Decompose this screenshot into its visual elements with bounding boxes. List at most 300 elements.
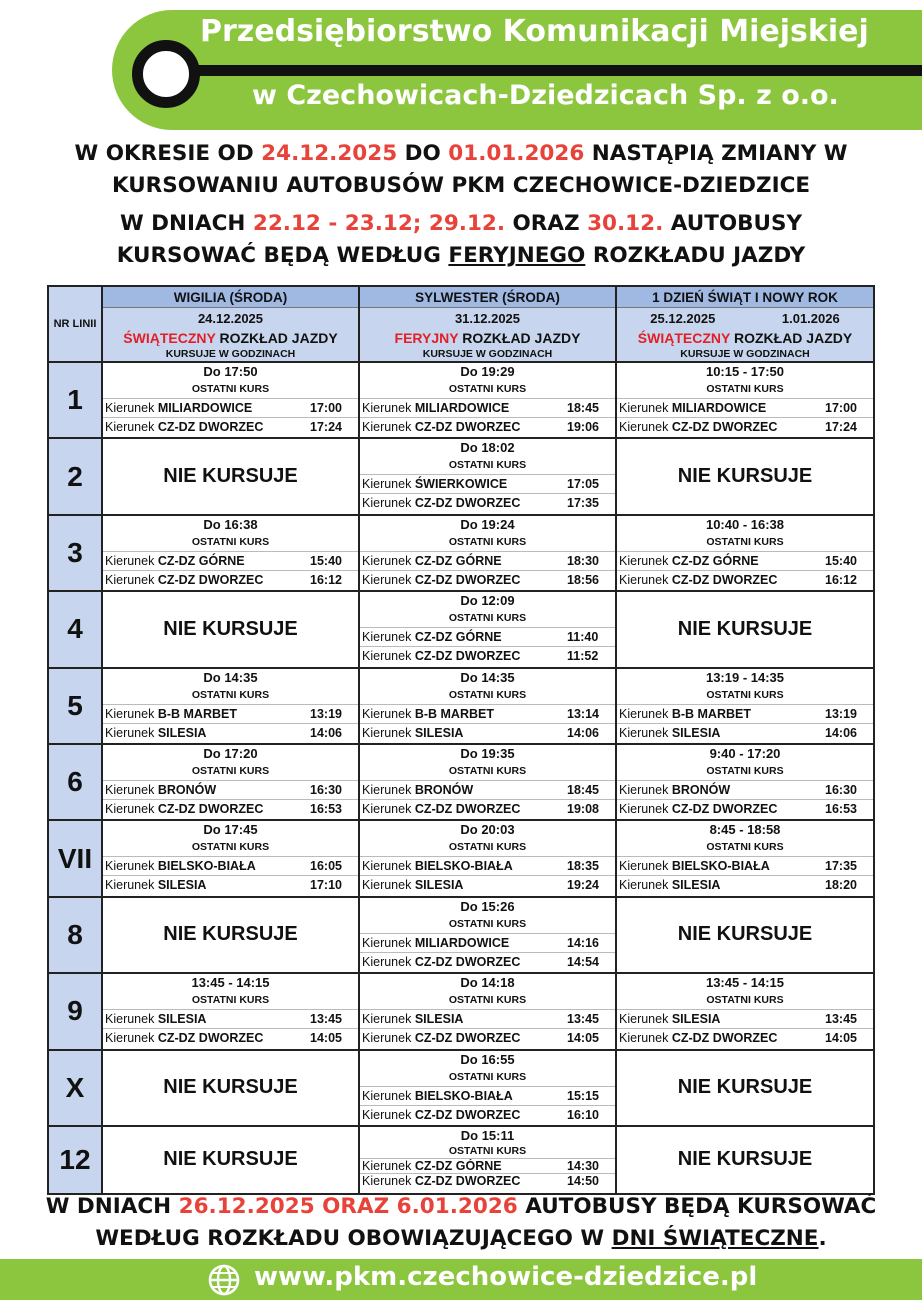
table-row	[48, 362, 874, 438]
departure-time: 13:45	[825, 1012, 857, 1027]
schedule-cell	[359, 820, 616, 896]
departure-time: 17:35	[567, 496, 599, 511]
direction-label: Kierunek	[105, 782, 155, 797]
operating-hours: Do 18:02	[460, 440, 515, 456]
direction-label: Kierunek	[619, 782, 669, 797]
direction-row	[617, 417, 873, 436]
direction-destination: CZ-DZ DWORZEC	[414, 1107, 521, 1122]
column-day: SYLWESTER (ŚRODA)	[360, 287, 615, 308]
departure-time: 17:00	[310, 401, 342, 415]
last-run-label: OSTATNI KURS	[706, 535, 784, 548]
direction-destination: CZ-DZ DWORZEC	[414, 801, 521, 816]
banner-stripe	[170, 65, 922, 76]
direction-label: Kierunek	[619, 1012, 669, 1027]
departure-time: 18:45	[567, 401, 599, 415]
direction-row	[360, 1028, 615, 1047]
column-day: 1 DZIEŃ ŚWIĄT I NOWY ROK	[617, 287, 873, 308]
direction-label: Kierunek	[362, 1088, 412, 1103]
departure-time: 16:53	[825, 801, 857, 816]
direction-destination: BRONÓW	[157, 782, 217, 797]
last-run-label: OSTATNI KURS	[448, 459, 527, 472]
column-note: KURSUJE W GODZINACH	[165, 348, 296, 360]
direction-label: Kierunek	[362, 706, 412, 721]
departure-time: 14:16	[567, 935, 599, 950]
line-number: 12	[48, 1126, 102, 1194]
direction-label: Kierunek	[362, 1107, 412, 1122]
direction-label: Kierunek	[362, 1173, 412, 1188]
direction-row	[617, 799, 873, 818]
operating-hours: 8:45 - 18:58	[709, 822, 781, 838]
departure-time: 16:53	[310, 801, 342, 816]
operating-hours: Do 15:26	[460, 898, 515, 914]
direction-row	[103, 780, 358, 799]
departure-time: 13:19	[310, 706, 342, 721]
direction-label: Kierunek	[105, 859, 155, 874]
last-run-label: OSTATNI KURS	[448, 917, 527, 930]
direction-destination: BIELSKO-BIAŁA	[414, 859, 513, 874]
operating-hours: Do 17:20	[203, 745, 258, 761]
not-running-cell: NIE KURSUJE	[616, 438, 874, 514]
direction-row	[360, 398, 615, 417]
not-running-cell: NIE KURSUJE	[616, 897, 874, 973]
direction-row	[360, 551, 615, 570]
direction-row	[360, 493, 615, 512]
direction-label: Kierunek	[105, 553, 155, 568]
departure-time: 14:05	[567, 1031, 599, 1046]
direction-label: Kierunek	[362, 496, 412, 511]
operating-hours: Do 16:55	[460, 1051, 515, 1067]
schedule-cell	[616, 668, 874, 744]
operating-hours: 13:45 - 14:15	[705, 975, 785, 991]
direction-label: Kierunek	[619, 572, 669, 587]
departure-time: 13:14	[567, 706, 599, 721]
direction-destination: CZ-DZ DWORZEC	[157, 572, 264, 587]
direction-destination: SILESIA	[157, 878, 207, 893]
last-run-label: OSTATNI KURS	[448, 1144, 527, 1157]
direction-destination: CZ-DZ DWORZEC	[414, 1031, 521, 1046]
direction-destination: ŚWIERKOWICE	[414, 477, 508, 492]
last-run-label: OSTATNI KURS	[706, 841, 784, 854]
operating-hours: 9:40 - 17:20	[709, 745, 781, 761]
direction-row	[617, 856, 873, 875]
direction-destination: CZ-DZ GÓRNE	[414, 630, 502, 645]
direction-row	[617, 704, 873, 723]
direction-destination: MILIARDOWICE	[414, 935, 510, 950]
last-run-label: OSTATNI KURS	[191, 383, 270, 395]
direction-row	[103, 723, 358, 742]
direction-row	[103, 1009, 358, 1028]
direction-label: Kierunek	[362, 859, 412, 874]
direction-row	[103, 875, 358, 894]
schedule-cell	[616, 744, 874, 820]
direction-destination: CZ-DZ DWORZEC	[671, 801, 778, 816]
schedule-cell	[359, 973, 616, 1049]
direction-label: Kierunek	[619, 725, 669, 740]
not-running-cell: NIE KURSUJE	[102, 438, 359, 514]
direction-row	[103, 417, 358, 436]
departure-time: 15:40	[310, 553, 342, 568]
direction-row	[617, 1009, 873, 1028]
org-name-line1: Przedsiębiorstwo Komunikacji Miejskiej	[200, 14, 869, 49]
operating-hours: Do 19:35	[460, 745, 515, 761]
operating-hours: Do 14:35	[460, 669, 515, 685]
departure-time: 14:05	[825, 1031, 857, 1046]
operating-hours: Do 15:11	[460, 1127, 515, 1143]
operating-hours: Do 19:29	[460, 364, 515, 379]
last-run-label: OSTATNI KURS	[706, 688, 784, 701]
direction-destination: CZ-DZ DWORZEC	[157, 1031, 264, 1046]
last-run-label: OSTATNI KURS	[448, 612, 527, 625]
column-header-0	[102, 286, 359, 362]
departure-time: 13:45	[310, 1012, 342, 1027]
direction-label: Kierunek	[362, 553, 412, 568]
direction-destination: BIELSKO-BIAŁA	[671, 859, 770, 874]
direction-label: Kierunek	[362, 725, 412, 740]
departure-time: 14:30	[567, 1158, 599, 1173]
column-schedule-type: ŚWIĄTECZNY ROZKŁAD JAZDY	[637, 330, 853, 346]
direction-destination: SILESIA	[671, 878, 721, 893]
direction-row	[360, 1086, 615, 1105]
table-row	[48, 515, 874, 591]
direction-label: Kierunek	[619, 553, 669, 568]
column-header-1	[359, 286, 616, 362]
direction-destination: MILIARDOWICE	[671, 401, 767, 415]
direction-label: Kierunek	[362, 935, 412, 950]
direction-destination: MILIARDOWICE	[157, 401, 253, 415]
column-dates	[103, 308, 358, 330]
direction-row	[103, 799, 358, 818]
departure-time: 19:06	[567, 420, 599, 434]
last-run-label: OSTATNI KURS	[448, 383, 527, 395]
direction-label: Kierunek	[362, 801, 412, 816]
schedule-cell	[102, 668, 359, 744]
not-running-cell: NIE KURSUJE	[102, 1126, 359, 1194]
direction-destination: BIELSKO-BIAŁA	[157, 859, 256, 874]
direction-destination: SILESIA	[671, 725, 721, 740]
operating-hours: Do 20:03	[460, 822, 515, 838]
direction-destination: BIELSKO-BIAŁA	[414, 1088, 513, 1103]
direction-destination: CZ-DZ DWORZEC	[671, 572, 778, 587]
notice-period: W OKRESIE OD 24.12.2025 DO 01.01.2026 NASTĄPIĄ ZMIANY W KURSOWANIU AUTOBUSÓW PKM CZECHOWICE-DZIEDZICE	[74, 141, 848, 198]
direction-label: Kierunek	[362, 420, 412, 434]
departure-time: 17:10	[310, 878, 342, 893]
direction-label: Kierunek	[362, 572, 412, 587]
direction-label: Kierunek	[105, 420, 155, 434]
line-number: 6	[48, 744, 102, 820]
direction-label: Kierunek	[619, 859, 669, 874]
departure-time: 18:45	[567, 782, 599, 797]
operating-hours: Do 19:24	[460, 516, 515, 532]
direction-row	[360, 1158, 615, 1173]
direction-label: Kierunek	[105, 1031, 155, 1046]
not-running-cell: NIE KURSUJE	[616, 1126, 874, 1194]
departure-time: 14:50	[567, 1173, 599, 1188]
column-date: 24.12.2025	[197, 311, 264, 326]
direction-row	[617, 570, 873, 589]
schedule-cell	[616, 973, 874, 1049]
departure-time: 15:15	[567, 1088, 599, 1103]
direction-label: Kierunek	[362, 1158, 412, 1173]
direction-label: Kierunek	[105, 401, 155, 415]
direction-destination: SILESIA	[671, 1012, 721, 1027]
direction-label: Kierunek	[619, 1031, 669, 1046]
last-run-label: OSTATNI KURS	[448, 994, 527, 1007]
direction-destination: CZ-DZ DWORZEC	[414, 954, 521, 969]
last-run-label: OSTATNI KURS	[191, 764, 270, 777]
direction-label: Kierunek	[362, 1031, 412, 1046]
column-date: 25.12.2025	[650, 311, 716, 326]
direction-row	[617, 780, 873, 799]
schedule-cell	[102, 744, 359, 820]
direction-label: Kierunek	[362, 477, 412, 492]
direction-row	[103, 1028, 358, 1047]
direction-row	[360, 646, 615, 665]
not-running-cell: NIE KURSUJE	[102, 591, 359, 667]
schedule-cell	[359, 1050, 616, 1126]
direction-row	[360, 627, 615, 646]
schedule-cell	[616, 515, 874, 591]
direction-destination: SILESIA	[157, 1012, 207, 1027]
departure-time: 17:35	[825, 859, 857, 874]
not-running-cell: NIE KURSUJE	[102, 1050, 359, 1126]
schedule-cell	[102, 362, 359, 438]
schedule-cell	[359, 591, 616, 667]
departure-time: 16:30	[310, 782, 342, 797]
direction-destination: CZ-DZ DWORZEC	[414, 1173, 521, 1188]
direction-destination: B-B MARBET	[157, 706, 237, 721]
column-schedule-type: ŚWIĄTECZNY ROZKŁAD JAZDY	[123, 330, 338, 346]
operating-hours: Do 14:18	[460, 975, 515, 991]
departure-time: 17:05	[567, 477, 599, 492]
table-row	[48, 820, 874, 896]
direction-label: Kierunek	[105, 1012, 155, 1027]
schedule-cell	[359, 515, 616, 591]
line-number: 2	[48, 438, 102, 514]
line-number: VII	[48, 820, 102, 896]
direction-destination: MILIARDOWICE	[414, 401, 510, 415]
direction-destination: SILESIA	[157, 725, 207, 740]
column-header-2	[616, 286, 874, 362]
direction-destination: SILESIA	[414, 1012, 464, 1027]
direction-destination: BRONÓW	[671, 782, 731, 797]
direction-label: Kierunek	[362, 401, 412, 415]
last-run-label: OSTATNI KURS	[191, 535, 270, 548]
direction-row	[360, 1173, 615, 1188]
direction-row	[617, 875, 873, 894]
operating-hours: 10:15 - 17:50	[705, 364, 785, 379]
operating-hours: Do 14:35	[203, 669, 258, 685]
last-run-label: OSTATNI KURS	[448, 535, 527, 548]
column-date: 1.01.2026	[781, 311, 840, 326]
departure-time: 13:19	[825, 706, 857, 721]
departure-time: 14:06	[310, 725, 342, 740]
schedule-cell	[359, 668, 616, 744]
direction-label: Kierunek	[105, 801, 155, 816]
last-run-label: OSTATNI KURS	[448, 1070, 527, 1083]
table-row	[48, 591, 874, 667]
table-row	[48, 668, 874, 744]
departure-time: 16:30	[825, 782, 857, 797]
direction-row	[360, 1009, 615, 1028]
direction-label: Kierunek	[362, 782, 412, 797]
direction-destination: BRONÓW	[414, 782, 474, 797]
departure-time: 13:45	[567, 1012, 599, 1027]
direction-label: Kierunek	[362, 878, 412, 893]
direction-destination: CZ-DZ GÓRNE	[414, 1158, 502, 1173]
departure-time: 18:35	[567, 859, 599, 874]
operating-hours: Do 17:50	[203, 364, 258, 379]
direction-destination: CZ-DZ DWORZEC	[157, 801, 264, 816]
schedule-cell	[102, 515, 359, 591]
table-row	[48, 1126, 874, 1194]
schedule-cell	[359, 438, 616, 514]
table-row	[48, 438, 874, 514]
not-running-cell: NIE KURSUJE	[616, 1050, 874, 1126]
direction-destination: CZ-DZ DWORZEC	[414, 496, 521, 511]
last-run-label: OSTATNI KURS	[706, 764, 784, 777]
departure-time: 17:24	[310, 420, 342, 434]
table-row	[48, 744, 874, 820]
schedule-cell	[102, 973, 359, 1049]
table-row	[48, 1050, 874, 1126]
operating-hours: Do 12:09	[460, 593, 515, 609]
direction-destination: CZ-DZ DWORZEC	[414, 572, 521, 587]
schedule-cell	[616, 820, 874, 896]
departure-time: 14:06	[567, 725, 599, 740]
last-run-label: OSTATNI KURS	[191, 994, 270, 1007]
schedule-cell	[359, 1126, 616, 1194]
operating-hours: Do 16:38	[203, 516, 258, 532]
direction-row	[617, 551, 873, 570]
line-number: 8	[48, 897, 102, 973]
direction-label: Kierunek	[619, 706, 669, 721]
direction-destination: CZ-DZ DWORZEC	[157, 420, 264, 434]
not-running-cell: NIE KURSUJE	[102, 897, 359, 973]
globe-icon	[207, 1263, 241, 1297]
departure-time: 17:24	[825, 420, 857, 434]
direction-destination: CZ-DZ GÓRNE	[671, 553, 759, 568]
direction-row	[617, 1028, 873, 1047]
direction-destination: CZ-DZ GÓRNE	[414, 553, 502, 568]
direction-destination: B-B MARBET	[671, 706, 751, 721]
departure-time: 16:12	[825, 572, 857, 587]
direction-row	[360, 780, 615, 799]
line-number: 4	[48, 591, 102, 667]
departure-time: 16:12	[310, 572, 342, 587]
table-row	[48, 897, 874, 973]
departure-time: 18:20	[825, 878, 857, 893]
last-run-label: OSTATNI KURS	[448, 764, 527, 777]
notice-holidays: W DNIACH 26.12.2025 ORAZ 6.01.2026 AUTOBUSY BĘDĄ KURSOWAĆ WEDŁUG ROZKŁADU OBOWIĄZUJĄCEGO W DNI ŚWIĄTECZNE.	[45, 1194, 877, 1251]
last-run-label: OSTATNI KURS	[706, 994, 784, 1007]
departure-time: 16:05	[310, 859, 342, 874]
direction-row	[103, 398, 358, 417]
direction-row	[360, 952, 615, 971]
direction-label: Kierunek	[362, 630, 412, 645]
line-number: 1	[48, 362, 102, 438]
direction-row	[617, 398, 873, 417]
operating-hours: 10:40 - 16:38	[705, 516, 785, 532]
direction-row	[617, 723, 873, 742]
direction-label: Kierunek	[105, 878, 155, 893]
column-date: 31.12.2025	[454, 311, 521, 326]
line-number: X	[48, 1050, 102, 1126]
departure-time: 11:52	[567, 649, 599, 664]
departure-time: 18:56	[567, 572, 599, 587]
direction-row	[360, 1105, 615, 1124]
direction-label: Kierunek	[619, 878, 669, 893]
direction-row	[360, 704, 615, 723]
departure-time: 19:24	[567, 878, 599, 893]
column-dates	[617, 308, 873, 330]
direction-row	[360, 417, 615, 436]
operating-hours: 13:45 - 14:15	[191, 975, 270, 991]
nr-linii-header: NR LINII	[48, 286, 102, 362]
direction-row	[103, 856, 358, 875]
line-number: 3	[48, 515, 102, 591]
schedule-table	[47, 285, 875, 1195]
departure-time: 17:00	[825, 401, 857, 415]
direction-label: Kierunek	[619, 420, 669, 434]
departure-time: 14:05	[310, 1031, 342, 1046]
last-run-label: OSTATNI KURS	[448, 688, 527, 701]
column-note: KURSUJE W GODZINACH	[422, 348, 553, 360]
direction-label: Kierunek	[362, 649, 412, 664]
schedule-cell	[359, 744, 616, 820]
line-number: 9	[48, 973, 102, 1049]
column-day: WIGILIA (ŚRODA)	[103, 287, 358, 308]
not-running-cell: NIE KURSUJE	[616, 591, 874, 667]
column-dates	[360, 308, 615, 330]
schedule-cell	[616, 362, 874, 438]
direction-label: Kierunek	[105, 725, 155, 740]
direction-row	[360, 474, 615, 493]
schedule-cell	[102, 820, 359, 896]
last-run-label: OSTATNI KURS	[448, 841, 527, 854]
last-run-label: OSTATNI KURS	[191, 841, 270, 854]
direction-destination: SILESIA	[414, 725, 464, 740]
direction-row	[360, 875, 615, 894]
direction-row	[360, 570, 615, 589]
direction-destination: CZ-DZ DWORZEC	[671, 420, 778, 434]
column-note: KURSUJE W GODZINACH	[680, 348, 810, 360]
departure-time: 19:08	[567, 801, 599, 816]
direction-row	[103, 551, 358, 570]
website-link[interactable]: www.pkm.czechowice-dziedzice.pl	[254, 1262, 758, 1292]
direction-label: Kierunek	[105, 706, 155, 721]
direction-destination: CZ-DZ DWORZEC	[414, 420, 521, 434]
operating-hours: Do 17:45	[203, 822, 258, 838]
direction-destination: CZ-DZ GÓRNE	[157, 553, 245, 568]
notice-holiday-schedule: W DNIACH 22.12 - 23.12; 29.12. ORAZ 30.12. AUTOBUSY KURSOWAĆ BĘDĄ WEDŁUG FERYJNEGO ROZKŁADU JAZDY	[116, 211, 806, 268]
departure-time: 16:10	[567, 1107, 599, 1122]
schedule-cell	[359, 897, 616, 973]
direction-row	[360, 933, 615, 952]
direction-row	[360, 856, 615, 875]
direction-label: Kierunek	[362, 954, 412, 969]
direction-destination: CZ-DZ DWORZEC	[671, 1031, 778, 1046]
direction-label: Kierunek	[362, 1012, 412, 1027]
direction-destination: B-B MARBET	[414, 706, 494, 721]
schedule-cell	[359, 362, 616, 438]
departure-time: 11:40	[567, 630, 599, 645]
last-run-label: OSTATNI KURS	[706, 383, 784, 395]
direction-label: Kierunek	[619, 801, 669, 816]
direction-row	[103, 704, 358, 723]
operating-hours: 13:19 - 14:35	[705, 669, 785, 685]
direction-destination: CZ-DZ DWORZEC	[414, 649, 521, 664]
direction-label: Kierunek	[619, 401, 669, 415]
